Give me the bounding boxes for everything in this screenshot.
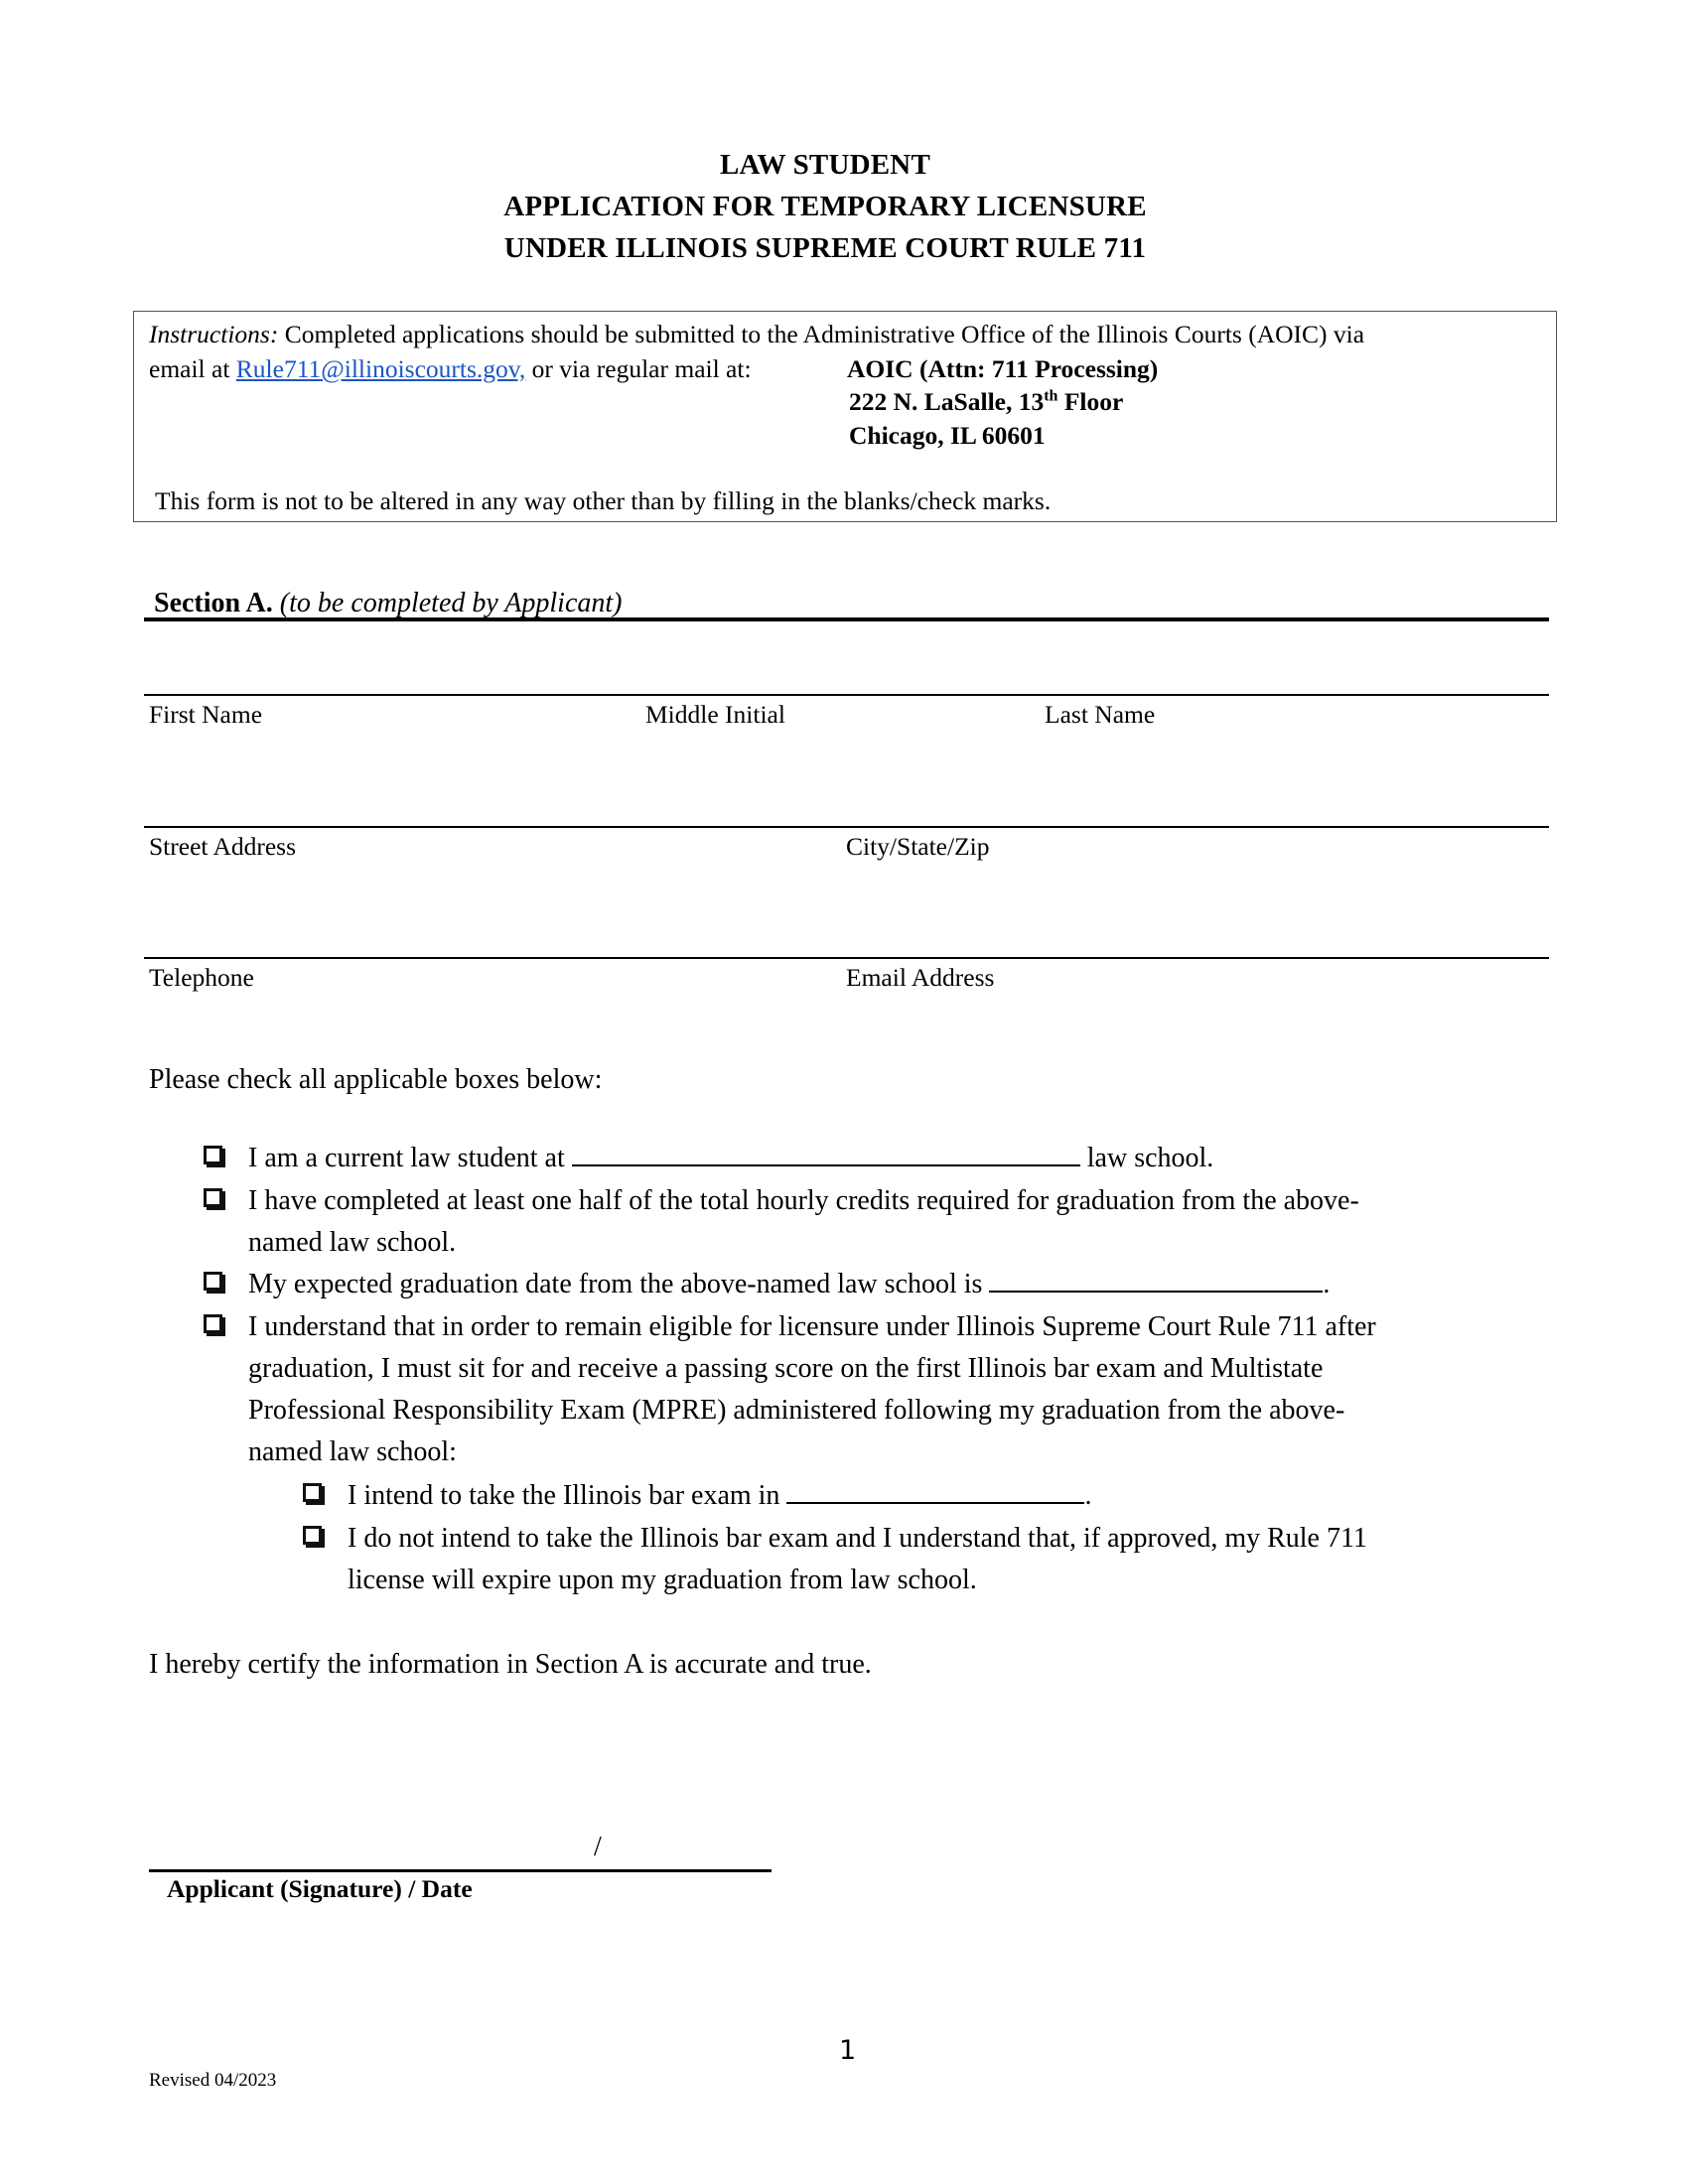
item2-line2: named law school.: [248, 1227, 457, 1258]
item1-suffix: law school.: [1086, 1143, 1214, 1173]
signature-date-slash: /: [594, 1832, 602, 1862]
instructions-lead: Instructions:: [149, 320, 279, 348]
form-title-line-2: APPLICATION FOR TEMPORARY LICENSURE: [503, 191, 1147, 222]
email-link[interactable]: Rule711@illinoiscourts.gov,: [235, 354, 526, 383]
last-name-label: Last Name: [1045, 700, 1156, 729]
current-student-checkbox[interactable]: [204, 1146, 222, 1164]
form-title-line-3: UNDER ILLINOIS SUPREME COURT RULE 711: [503, 232, 1147, 264]
item1-text: I am a current law student at: [248, 1143, 565, 1173]
item3-period: .: [1323, 1269, 1331, 1299]
signature-label: Applicant (Signature) / Date: [167, 1874, 473, 1903]
item-current-student: [248, 1143, 1213, 1174]
instructions-email-line: [149, 354, 752, 384]
section-a-rule: [144, 617, 1549, 621]
graduation-date-blank[interactable]: [989, 1291, 1323, 1293]
email-prefix: email at: [149, 354, 236, 383]
mail-text: or via regular mail at:: [525, 354, 752, 383]
section-a-heading: [154, 588, 623, 619]
street-address-label: Street Address: [149, 832, 297, 861]
address-line-3: Chicago, IL 60601: [849, 421, 1046, 450]
address-street: 222 N. LaSalle, 13: [849, 387, 1045, 416]
page-number: 1: [839, 2035, 857, 2066]
email-address-label: Email Address: [846, 963, 995, 992]
instructions-paragraph: [149, 320, 1549, 349]
section-a-subtitle: (to be completed by Applicant): [279, 588, 623, 618]
item4-line1: I understand that in order to remain eligible for licensure under Illinois Supreme Court Rule 711 after: [248, 1311, 1376, 1342]
address-sup: th: [1044, 387, 1058, 405]
item3-text: My expected graduation date from the above-named law school is: [248, 1269, 983, 1299]
alteration-notice: This form is not to be altered in any way other than by filling in the blanks/check marks.: [155, 486, 1052, 515]
no-bar-exam-checkbox[interactable]: [303, 1526, 322, 1545]
revised-date: Revised 04/2023: [149, 2070, 277, 2091]
name-input-line[interactable]: [144, 694, 1549, 696]
address-line-2: [849, 387, 1123, 417]
item2-line1: I have completed at least one half of the total hourly credits required for graduation from the above-: [248, 1185, 1359, 1216]
eligibility-checkbox[interactable]: [204, 1314, 222, 1333]
address-line-1: AOIC (Attn: 711 Processing): [847, 354, 1159, 383]
law-school-blank[interactable]: [572, 1164, 1080, 1166]
graduation-date-checkbox[interactable]: [204, 1272, 222, 1291]
address-floor: Floor: [1057, 387, 1124, 416]
section-a-title: Section A.: [154, 588, 273, 618]
signature-line[interactable]: [149, 1869, 772, 1872]
intend-bar-exam-checkbox[interactable]: [303, 1483, 322, 1502]
checklist-intro: Please check all applicable boxes below:: [149, 1064, 603, 1095]
telephone-label: Telephone: [149, 963, 254, 992]
instructions-text: Completed applications should be submitted to the Administrative Office of the Illinois Courts (AOIC) via: [278, 320, 1365, 348]
form-title-line-1: LAW STUDENT: [720, 149, 930, 181]
item-graduation-date: [248, 1269, 1330, 1300]
city-state-zip-label: City/State/Zip: [846, 832, 990, 861]
half-credits-checkbox[interactable]: [204, 1188, 222, 1207]
sub1-period: .: [1084, 1480, 1092, 1511]
middle-initial-label: Middle Initial: [645, 700, 785, 729]
bar-exam-date-blank[interactable]: [786, 1502, 1084, 1504]
address-input-line[interactable]: [144, 826, 1549, 828]
item4-line4: named law school:: [248, 1436, 457, 1467]
item4-line2: graduation, I must sit for and receive a passing score on the first Illinois bar exam and Multistate: [248, 1353, 1324, 1384]
certification-statement: I hereby certify the information in Section A is accurate and true.: [149, 1649, 872, 1680]
contact-input-line[interactable]: [144, 957, 1549, 959]
sub1-text: I intend to take the Illinois bar exam in: [348, 1480, 780, 1511]
item4-line3: Professional Responsibility Exam (MPRE) administered following my graduation from the above-: [248, 1395, 1345, 1426]
sub-item-intend-bar-exam: [348, 1480, 1091, 1512]
sub2-line2: license will expire upon my graduation from law school.: [348, 1565, 977, 1595]
sub2-line1: I do not intend to take the Illinois bar exam and I understand that, if approved, my Rule 711: [348, 1523, 1367, 1554]
first-name-label: First Name: [149, 700, 263, 729]
